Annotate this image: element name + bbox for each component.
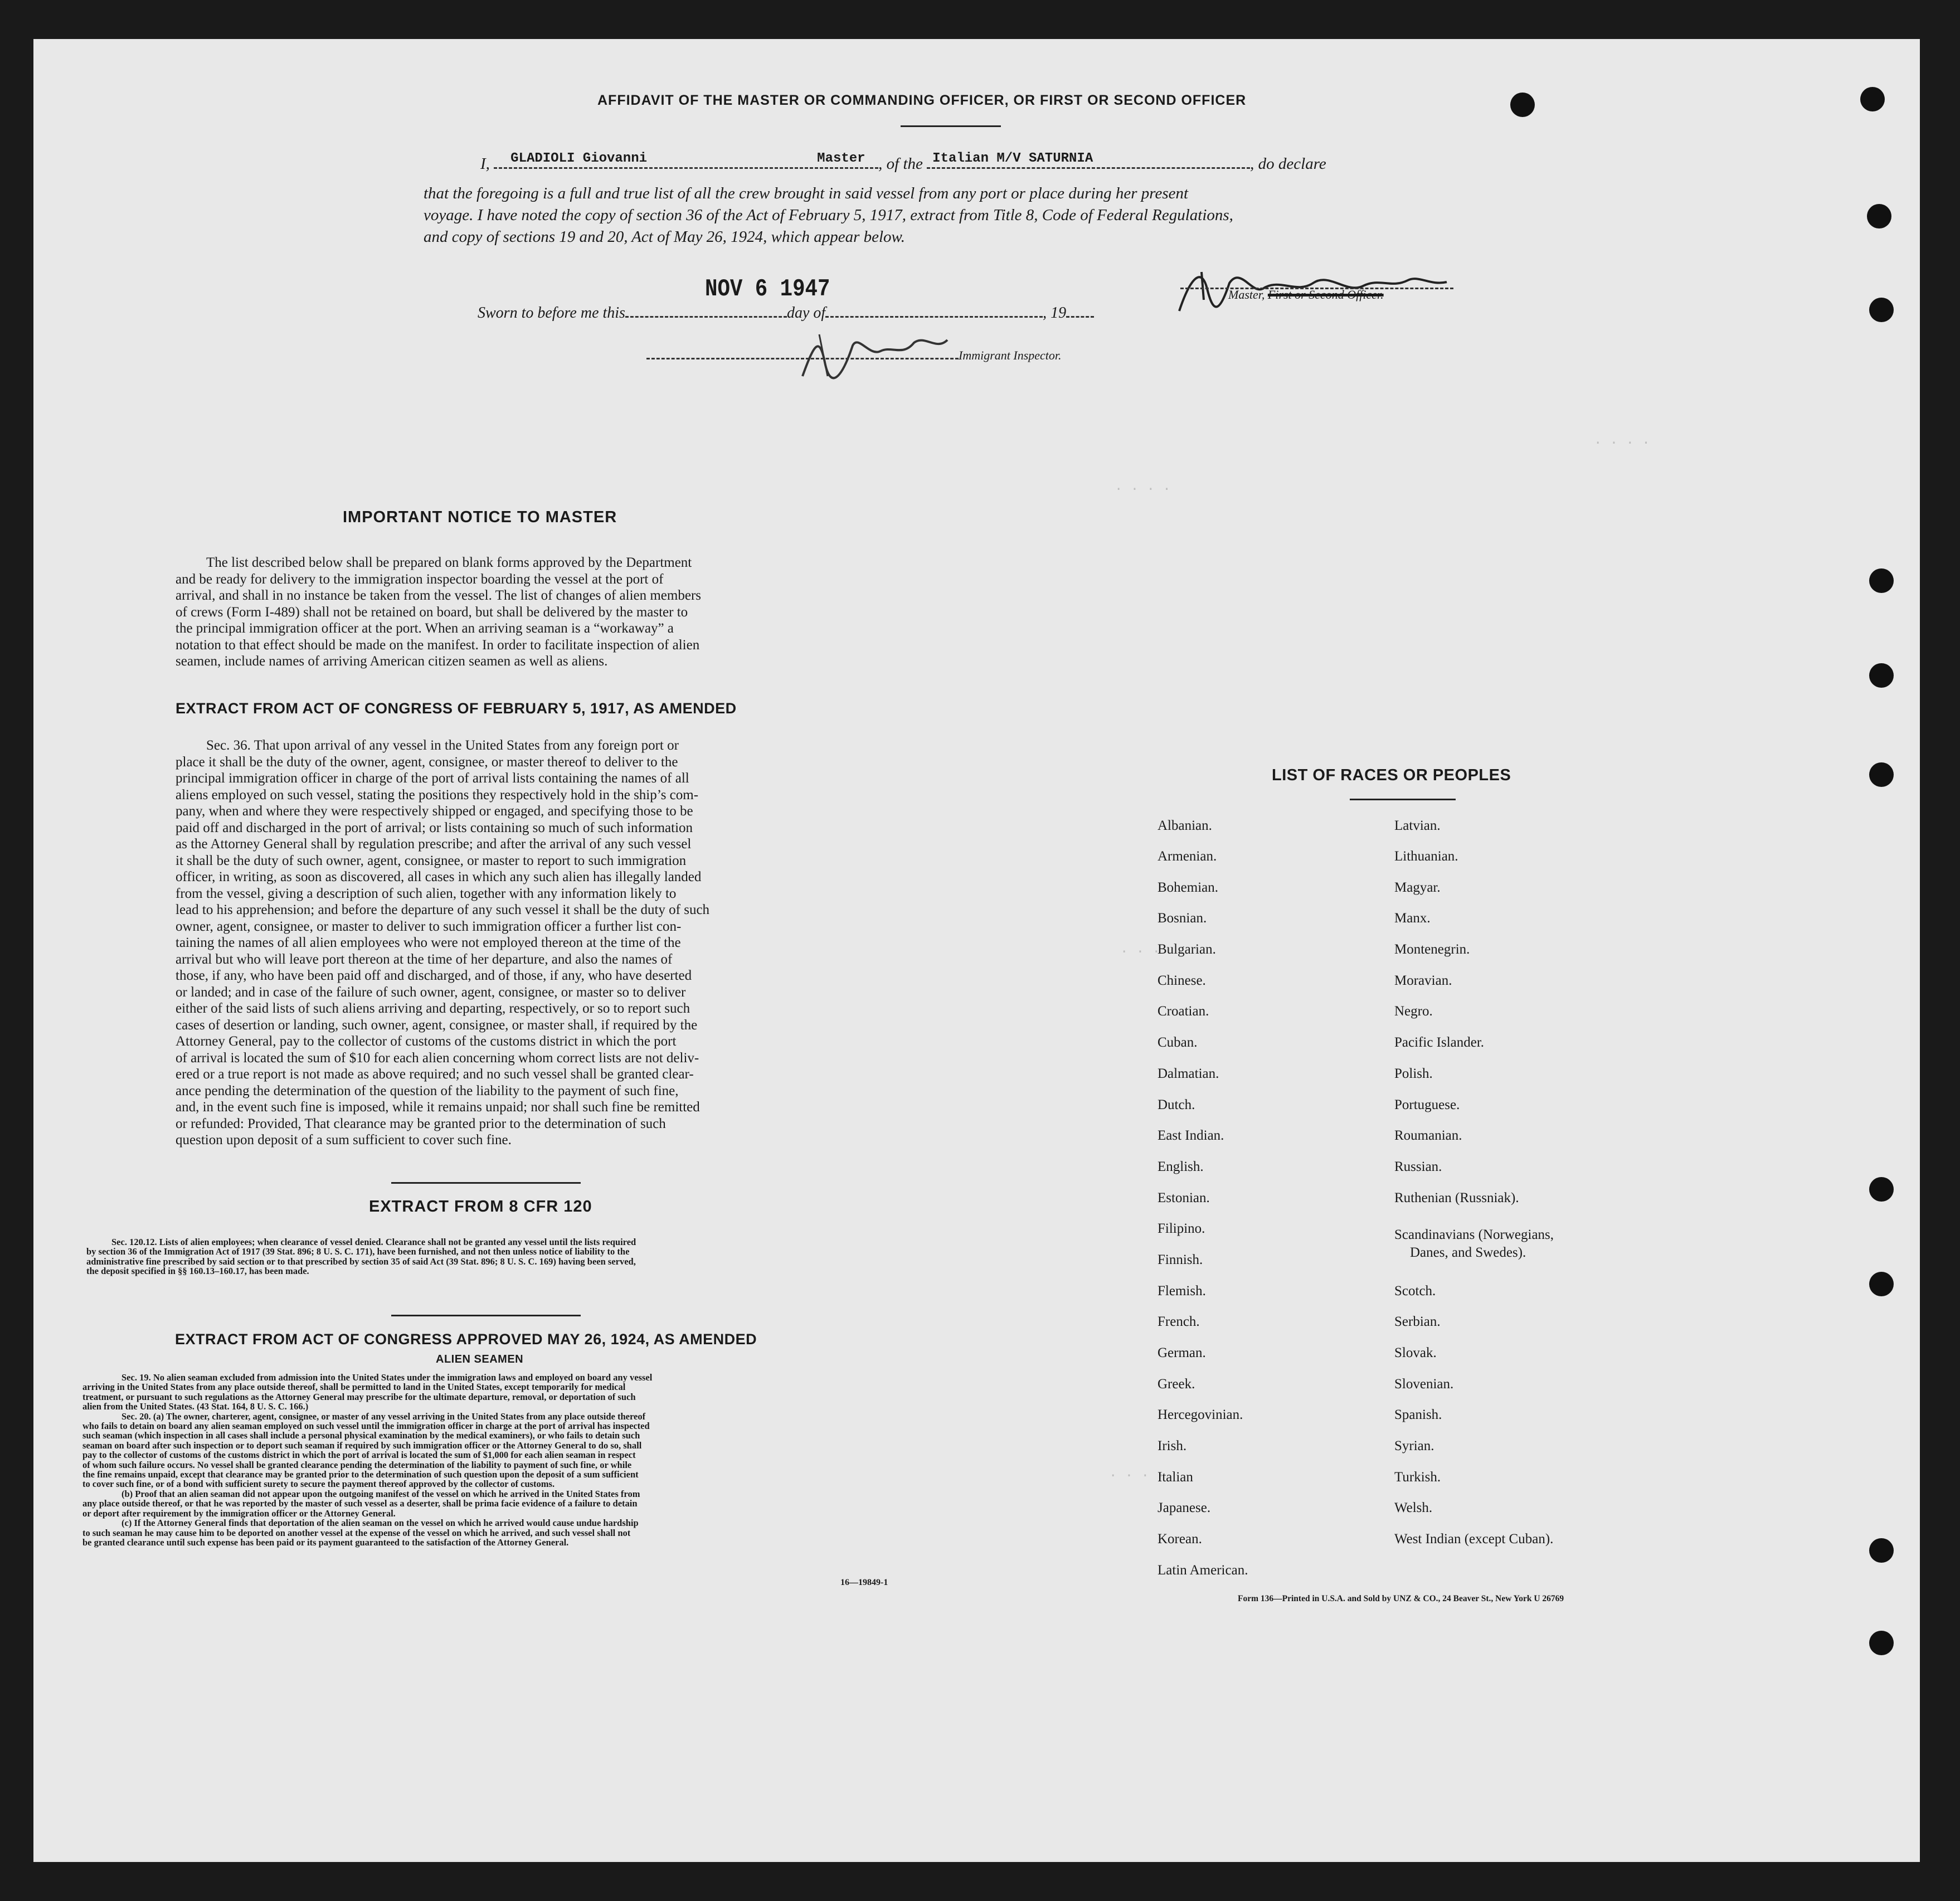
race-item: Filipino.: [1157, 1221, 1205, 1236]
extract-1924-line: be granted clearance until such expense has been paid or its payment guaranteed to the satisfaction of the Attorney General.: [82, 1537, 569, 1548]
race-item: German.: [1157, 1345, 1206, 1360]
extract-1924-line: to such seaman he may cause him to be deported on another vessel at the expense of the vessel on which he arrived, and such vessel shall not: [82, 1527, 631, 1538]
extract-1917-line: from the vessel, giving a description of such alien, together with any information likely to: [176, 886, 677, 901]
race-item: Albanian.: [1157, 818, 1212, 833]
extract-1917-line: either of the said lists of such aliens arriving and departing, respectively, or so to report such: [176, 1001, 690, 1016]
race-item: Roumanian.: [1394, 1128, 1462, 1143]
extract-1917-line: principal immigration officer in charge of the port of arrival lists containing the names of all: [176, 771, 689, 786]
extract-1917-line: ance pending the determination of the question of the liability to the payment of such fine,: [176, 1083, 679, 1098]
cfr-body: [86, 1237, 906, 1276]
race-item: Slovak.: [1394, 1345, 1437, 1360]
extract-1917-line: aliens employed on such vessel, stating the positions they respectively hold in the ship’s com-: [176, 787, 699, 803]
race-item: Finnish.: [1157, 1252, 1203, 1267]
race-item: Manx.: [1394, 911, 1431, 926]
inspector-line: [646, 348, 1062, 363]
declare-text: , do declare: [1250, 155, 1326, 173]
extract-1917-line: Attorney General, pay to the collector of customs of the customs district in which the port: [176, 1034, 677, 1049]
race-item: Latin American.: [1157, 1563, 1248, 1578]
declaration-body-line: and copy of sections 19 and 20, Act of May 26, 1924, which appear below.: [424, 228, 905, 246]
declaration-body-line: that the foregoing is a full and true list of all the crew brought in said vessel from any port or place during her present: [424, 184, 1189, 202]
extract-1917-line: cases of desertion or landing, such owner, agent, consignee, or master shall, if required by the: [176, 1017, 698, 1033]
race-item: Negro.: [1394, 1004, 1433, 1019]
notice-line: and be ready for delivery to the immigration inspector boarding the vessel at the port of: [176, 571, 664, 587]
race-item: Magyar.: [1394, 880, 1441, 895]
race-item: Bosnian.: [1157, 911, 1207, 926]
extract-1924-line: who fails to detain on board any alien seaman employed on such vessel until the immigration officer in charge at the port of arrival has inspected: [82, 1421, 650, 1432]
punch-hole: [1869, 1631, 1894, 1655]
extract-1917-line: those, if any, who have been paid off and discharged, and of those, if any, who have deserted: [176, 968, 692, 983]
struck-officer-caption: First or Second Officer.: [1267, 288, 1384, 302]
name-field: [494, 151, 878, 169]
race-item: English.: [1157, 1159, 1204, 1174]
punch-hole: [1869, 568, 1894, 593]
punch-hole: [1869, 762, 1894, 787]
intro-text: I,: [480, 155, 490, 173]
notice-line: The list described below shall be prepared on blank forms approved by the Department: [206, 555, 692, 570]
extract-1917-line: and, in the event such fine is imposed, while it remains unpaid; nor shall such fine be remitted: [176, 1100, 700, 1115]
race-item: Latvian.: [1394, 818, 1441, 833]
race-item: French.: [1157, 1314, 1200, 1329]
races-heading-underline: [1350, 799, 1456, 800]
race-item: Lithuanian.: [1394, 849, 1458, 864]
extract-1924-line: alien from the United States. (43 Stat. 164, 8 U. S. C. 166.): [82, 1401, 309, 1412]
extract-1917-line: of arrival is located the sum of $10 for each alien concerning whom correct lists are not deliv-: [176, 1050, 699, 1066]
notice-line: the principal immigration officer at the port. When an arriving seaman is a “workaway” a: [176, 621, 674, 636]
extract-1917-line: or landed; and in case of the failure of such owner, agent, consignee, or master so to deliver: [176, 984, 686, 1000]
punch-hole: [1869, 1272, 1894, 1296]
cfr-line: the deposit specified in §§ 160.13–160.17, has been made.: [86, 1266, 309, 1277]
section-divider: [391, 1182, 581, 1184]
title-underline: [901, 125, 1001, 127]
race-item: Montenegrin.: [1394, 942, 1470, 957]
race-item: Pacific Islander.: [1394, 1035, 1485, 1050]
punch-hole: [1869, 298, 1894, 322]
notice-line: seamen, include names of arriving American citizen seamen as well as aliens.: [176, 654, 608, 669]
race-item: Dutch.: [1157, 1097, 1195, 1112]
race-item: Portuguese.: [1394, 1097, 1460, 1112]
extract-1924-line: of whom such failure occurs. No vessel shall be granted clearance pending the determination of the liability to payment of such fine, or while: [82, 1459, 632, 1470]
extract-1917-line: Sec. 36. That upon arrival of any vessel in the United States from any foreign port or: [206, 738, 679, 753]
form-footer: Form 136—Printed in U.S.A. and Sold by UNZ & CO., 24 Beaver St., New York U 26769: [1238, 1594, 1564, 1603]
extract-1917-line: as the Attorney General shall by regulation prescribe; and after the arrival of any such vessel: [176, 837, 692, 852]
document-sheet: [33, 39, 1920, 1862]
affidavit-title: AFFIDAVIT OF THE MASTER OR COMMANDING OFFICER, OR FIRST OR SECOND OFFICER: [597, 93, 1247, 108]
vessel-name: Italian M/V SATURNIA: [932, 151, 1093, 166]
extract-1924-line: pay to the collector of customs of the customs district in which the port of arrival is located the sum of $1,000 for each alien seaman in respect: [82, 1450, 636, 1461]
extract-1917-heading: EXTRACT FROM ACT OF CONGRESS OF FEBRUARY 5, 1917, AS AMENDED: [176, 700, 737, 717]
race-item: Estonian.: [1157, 1190, 1210, 1205]
bleed-through-text: . . . .: [1115, 479, 1171, 494]
master-rank: Master: [817, 151, 865, 166]
extract-1917-line: or refunded: Provided, That clearance may be granted prior to the determination of such: [176, 1116, 666, 1131]
extract-1924-line: to cover such fine, or of a bond with sufficient surety to secure the payment thereof approved by the collector of customs.: [82, 1479, 555, 1490]
master-name: GLADIOLI Giovanni: [510, 151, 648, 166]
race-item: Japanese.: [1157, 1500, 1211, 1515]
race-item: Moravian.: [1394, 973, 1452, 988]
race-item: Bohemian.: [1157, 880, 1219, 895]
extract-1924-line: or deport after requirement by the immigration officer or the Attorney General.: [82, 1508, 396, 1519]
race-item: West Indian (except Cuban).: [1394, 1532, 1554, 1547]
race-item: Scandinavians (Norwegians,: [1394, 1227, 1554, 1242]
extract-1924-line: (c) If the Attorney General finds that deportation of the alien seaman on the vessel on which he arrived would cause undue hardship: [121, 1518, 639, 1529]
extract-1924-line: such seaman (which inspection in all cases shall include a personal physical examination by the medical examiners), or who fails to detain such: [82, 1430, 640, 1441]
race-item: Slovenian.: [1394, 1377, 1454, 1392]
bleed-through-text: · · · ·: [1594, 436, 1650, 451]
extract-1917-line: pany, when and where they were respectively shipped or engaged, and specifying those to be: [176, 804, 693, 819]
declaration-line: [480, 151, 1326, 173]
race-item: Croatian.: [1157, 1004, 1209, 1019]
race-item: Cuban.: [1157, 1035, 1198, 1050]
extract-1924-line: seaman on board after such inspection or to deport such seaman if required by such immigration officer or the Attorney General to do so, shall: [82, 1440, 642, 1451]
declaration-body: [424, 183, 1538, 248]
extract-1917-line: officer, in writing, as soon as discovered, all cases in which any such alien has illegally landed: [176, 869, 702, 884]
signature-caption: [1228, 288, 1384, 302]
inspector-caption: Immigrant Inspector.: [959, 348, 1062, 362]
extract-1924-line: treatment, or pursuant to such regulations as the Attorney General may prescribe for the ultimate departure, removal, or deportation of such: [82, 1391, 636, 1402]
extract-1917-line: owner, agent, consignee, or master to deliver to such immigration officer a further list con-: [176, 918, 682, 934]
bleed-through-text: . . . .: [1109, 1466, 1165, 1481]
extract-1917-body: [176, 737, 844, 1149]
race-item: Serbian.: [1394, 1314, 1441, 1329]
race-item: Danes, and Swedes).: [1410, 1245, 1526, 1260]
extract-1917-line: taining the names of all alien employees who were not employed thereon at the time of the: [176, 935, 681, 950]
extract-1917-line: question upon deposit of a sum sufficient to cover such fine.: [176, 1132, 512, 1148]
cfr-line: administrative fine prescribed by said section or to that prescribed by section 35 of said Act (39 Stat. 896; 8 U. S. C. 169) having been served,: [86, 1256, 636, 1267]
extract-1924-line: Sec. 20. (a) The owner, charterer, agent, consignee, or master of any vessel arriving in the United States from any place outside thereof: [121, 1411, 646, 1422]
race-item: Korean.: [1157, 1532, 1202, 1547]
race-item: Hercegovinian.: [1157, 1407, 1243, 1422]
race-item: Chinese.: [1157, 973, 1206, 988]
extract-1917-line: it shall be the duty of such owner, agent, consignee, or master to report to such immigration: [176, 853, 687, 868]
extract-1924-line: arriving in the United States from any place outside thereof, shall be permitted to land in the United States, except temporarily for medical: [82, 1382, 626, 1393]
cfr-heading: EXTRACT FROM 8 CFR 120: [369, 1198, 592, 1216]
race-item: East Indian.: [1157, 1128, 1224, 1143]
races-heading: LIST OF RACES OR PEOPLES: [1272, 766, 1511, 784]
section-divider: [391, 1315, 581, 1316]
bleed-through-text: . . .: [1120, 942, 1161, 957]
race-item: Flemish.: [1157, 1283, 1206, 1299]
extract-1924-heading: EXTRACT FROM ACT OF CONGRESS APPROVED MAY 26, 1924, AS AMENDED: [175, 1331, 757, 1348]
cfr-line: Sec. 120.12. Lists of alien employees; when clearance of vessel denied. Clearance shall not be granted any vessel until the lists required: [111, 1237, 636, 1247]
race-item: Bulgarian.: [1157, 942, 1216, 957]
extract-1924-line: any place outside thereof, or that he was reported by the master of such vessel as a deserter, shall be prima facie evidence of a failure to detain: [82, 1498, 638, 1509]
alien-seamen-subheading: ALIEN SEAMEN: [436, 1353, 524, 1365]
of-the-text: , of the: [878, 155, 923, 173]
extract-1924-line: the fine remains unpaid, except that clearance may be granted prior to the determination of such question upon the deposit of a sum sufficient: [82, 1469, 639, 1480]
master-caption: Master,: [1228, 288, 1268, 302]
vessel-field: [927, 151, 1250, 169]
extract-1917-line: place it shall be the duty of the owner, agent, consignee, or master thereof to deliver to the: [176, 754, 678, 770]
extract-1917-line: arrival but who will leave port thereon at the time of her departure, and also the names of: [176, 951, 673, 967]
day-of-text: day of: [786, 304, 826, 322]
sworn-line: [478, 304, 1094, 322]
notice-heading: IMPORTANT NOTICE TO MASTER: [343, 508, 617, 526]
race-item: Polish.: [1394, 1066, 1433, 1081]
race-item: Turkish.: [1394, 1470, 1441, 1485]
race-item: Armenian.: [1157, 849, 1217, 864]
race-item: Welsh.: [1394, 1500, 1433, 1515]
race-item: Greek.: [1157, 1377, 1195, 1392]
punch-hole: [1869, 663, 1894, 688]
declaration-body-line: voyage. I have noted the copy of section 36 of the Act of February 5, 1917, extract from Title 8, Code of Federal Regulations,: [424, 206, 1233, 224]
race-item: Scotch.: [1394, 1283, 1436, 1299]
notice-line: arrival, and shall in no instance be taken from the vessel. The list of changes of alien members: [176, 588, 701, 603]
race-item: Ruthenian (Russniak).: [1394, 1190, 1519, 1205]
punch-hole: [1869, 1177, 1894, 1202]
sworn-text: Sworn to before me this: [478, 304, 625, 322]
extract-1924-line: (b) Proof that an alien seaman did not appear upon the outgoing manifest of the vessel on which he arrived in the United States from: [121, 1488, 640, 1499]
punch-hole: [1869, 1538, 1894, 1563]
notice-line: of crews (Form I-489) shall not be retained on board, but shall be delivered by the master to: [176, 604, 688, 620]
cfr-line: by section 36 of the Immigration Act of 1917 (39 Stat. 896; 8 U. S. C. 171), have been furnished, and not then unless notice of liability to the: [86, 1246, 630, 1257]
race-item: Russian.: [1394, 1159, 1442, 1174]
notice-body: [176, 555, 844, 670]
race-item: Spanish.: [1394, 1407, 1442, 1422]
race-item: Dalmatian.: [1157, 1066, 1219, 1081]
race-item: Syrian.: [1394, 1438, 1434, 1453]
extract-1924-line: Sec. 19. No alien seaman excluded from admission into the United States under the immigration laws and employed on board any vessel: [121, 1372, 653, 1383]
punch-hole: [1860, 87, 1885, 111]
punch-hole: [1510, 93, 1535, 117]
punch-hole: [1867, 204, 1891, 228]
form-number-code: 16—19849-1: [840, 1578, 888, 1587]
extract-1917-line: paid off and discharged in the port of arrival; or lists containing so much of such information: [176, 820, 693, 835]
year-prefix: , 19: [1043, 304, 1067, 322]
extract-1924-body: [82, 1373, 906, 1547]
extract-1917-line: ered or a true report is not made as above required; and no such vessel shall be granted clear-: [176, 1067, 694, 1082]
date-stamp: NOV 6 1947: [705, 275, 830, 303]
extract-1917-line: lead to his apprehension; and before the departure of any such vessel it shall be the duty of such: [176, 902, 710, 917]
race-item: Italian: [1157, 1470, 1193, 1485]
notice-line: notation to that effect should be made on the manifest. In order to facilitate inspection of alien: [176, 637, 700, 653]
race-item: Irish.: [1157, 1438, 1187, 1453]
